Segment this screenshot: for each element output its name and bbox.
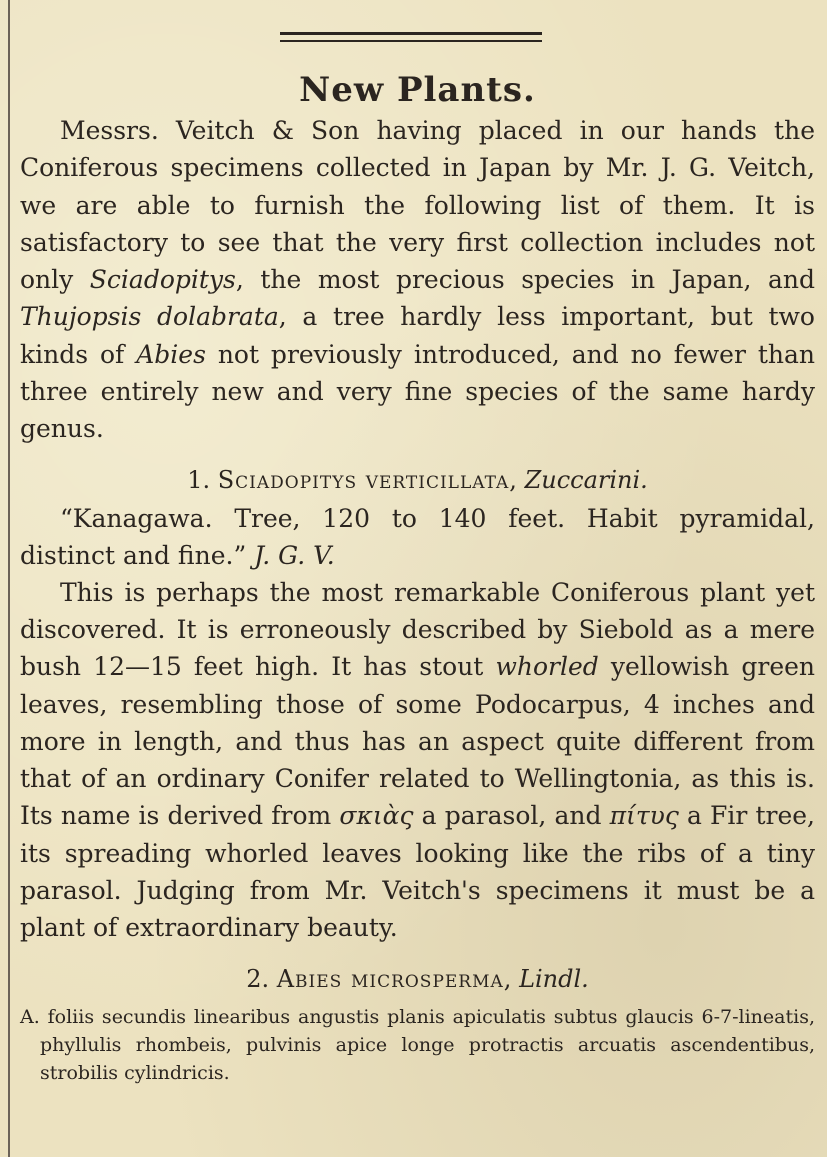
section-2-heading: 2. Abies microsperma, Lindl. — [246, 964, 589, 993]
column-rule — [8, 0, 10, 1157]
section-1-author: Zuccarini. — [524, 465, 648, 494]
intro-text-1: Messrs. Veitch & Son having placed in our hands the Coniferous specimens collected in Japan by Mr. J. G. Veitch, we are able to furnish the following list of them. It is satisfactory to see that the very first collection includes not only — [20, 116, 815, 295]
section-2-author: Lindl. — [519, 964, 589, 993]
intro-text-3: , a tree hardly less important, but two kinds of — [20, 302, 815, 369]
greek-word-fir: πίτυς — [609, 801, 679, 831]
greek-word-parasol: σκιὰς — [339, 801, 414, 831]
section-1-quote: “Kanagawa. Tree, 120 to 140 feet. Habit pyramidal, distinct and fine.” J. G. V. — [20, 503, 815, 570]
intro-text-2: , the most precious species in Japan, and — [235, 265, 815, 295]
article-body — [20, 70, 815, 1087]
section-1-heading: 1. Sciadopitys verticillata, Zuccarini. — [187, 465, 648, 494]
section-2-species-name: Abies microsperma — [276, 964, 504, 993]
section-1-quote-author: J. G. V. — [254, 540, 335, 570]
top-double-rule — [280, 32, 542, 42]
intro-paragraph — [20, 112, 815, 448]
section-2-latin-description: A. foliis secundis linearibus angustis planis apiculatis subtus glaucis 6-7-lineatis, phyllulis rhombeis, pulvinis apice longe protractis arcuatis ascendentibus, strobilis cylindricis. — [20, 1005, 815, 1084]
body-whorled: whorled — [495, 652, 599, 682]
section-1-species-name: Sciadopitys verticillata — [217, 465, 510, 494]
section-1-body: This is perhaps the most remarkable Coniferous plant yet discovered. It is erroneously described by Siebold as a mere bush 12—15 feet high. It has stout whorled yellowish green leaves, resembling those of some Podocarpus, 4 inches and more in length, and thus has an aspect quite different from that of an ordinary Conifer related to Wellingtonia, as this is. Its name is derived from σκιὰς a parasol, and πίτυς a Fir tree, its spreading whorled leaves looking like the ribs of a tiny parasol. Judging from Mr. Veitch's specimens it must be a plant of extraordinary beauty. — [20, 577, 816, 943]
intro-genus-abies: Abies — [136, 339, 206, 369]
intro-genus-sciadopitys: Sciadopitys — [89, 265, 236, 295]
intro-text-4: not previously introduced, and no fewer than three entirely new and very fine species of the same hardy genus. — [20, 339, 815, 444]
article-title: New Plants. — [299, 70, 536, 110]
intro-species-thujopsis: Thujopsis dolabrata — [20, 302, 279, 332]
